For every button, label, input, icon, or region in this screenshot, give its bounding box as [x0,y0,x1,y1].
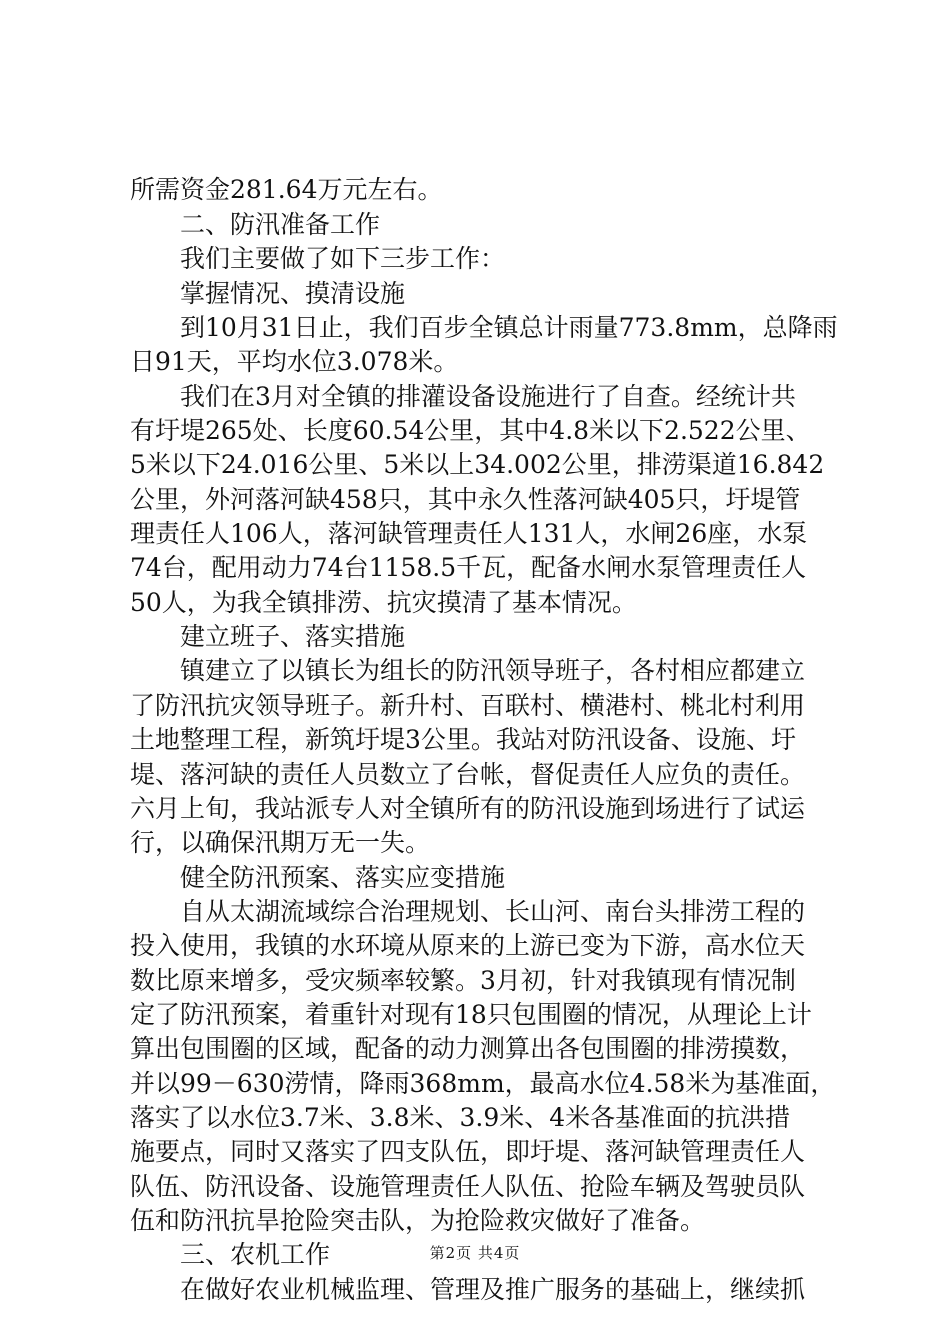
body-line: 我们在3月对全镇的排灌设备设施进行了自查。经统计共 [180,382,796,411]
body-line: 50人，为我全镇排涝、抗灾摸清了基本情况。 [130,588,637,617]
body-line: 理责任人106人，落河缺管理责任人131人，水闸26座，水泵 [130,519,808,548]
body-line: 并以99－630涝情，降雨368mm，最高水位4.58米为基准面， [130,1069,836,1098]
body-line: 堤、落河缺的责任人员数立了台帐，督促责任人应负的责任。 [130,760,806,789]
body-line: 土地整理工程，新筑圩堤3公里。我站对防汛设备、设施、圩 [130,725,796,754]
body-line: 公里，外河落河缺458只，其中永久性落河缺405只，圩堤管 [130,485,801,514]
body-line: 镇建立了以镇长为组长的防汛领导班子，各村相应都建立 [180,656,806,685]
subsection-heading: 掌握情况、摸清设施 [180,279,406,308]
body-line: 日91天，平均水位3.078米。 [130,347,459,376]
body-line: 在做好农业机械监理、管理及推广服务的基础上，继续抓 [180,1275,806,1304]
subsection-heading: 建立班子、落实措施 [180,622,406,651]
section-heading: 三、农机工作 [180,1240,331,1269]
body-line: 行，以确保汛期万无一失。 [130,828,431,857]
page-footer: 第2页 共4页 [429,1244,521,1262]
body-line: 所需资金281.64万元左右。 [130,175,443,204]
body-line: 施要点，同时又落实了四支队伍，即圩堤、落河缺管理责任人 [130,1137,806,1166]
body-line: 算出包围圈的区域，配备的动力测算出各包围圈的排涝摸数， [130,1034,806,1063]
body-line: 自从太湖流域综合治理规划、长山河、南台头排涝工程的 [180,897,806,926]
body-line: 伍和防汛抗旱抢险突击队，为抢险救灾做好了准备。 [130,1206,706,1235]
subsection-heading: 健全防汛预案、落实应变措施 [180,863,506,892]
body-line: 落实了以水位3.7米、3.8米、3.9米、4米各基准面的抗洪措 [130,1103,791,1132]
body-line: 投入使用，我镇的水环境从原来的上游已变为下游，高水位天 [130,931,806,960]
body-line: 有圩堤265处、长度60.54公里，其中4.8米以下2.522公里、 [130,416,811,445]
body-line: 队伍、防汛设备、设施管理责任人队伍、抢险车辆及驾驶员队 [130,1172,806,1201]
body-line: 定了防汛预案，着重针对现有18只包围圈的情况，从理论上计 [130,1000,812,1029]
body-line: 74台，配用动力74台1158.5千瓦，配备水闸水泵管理责任人 [130,553,807,582]
body-line: 六月上旬，我站派专人对全镇所有的防汛设施到场进行了试运 [130,794,806,823]
body-line: 了防汛抗灾领导班子。新升村、百联村、横港村、桃北村利用 [130,691,806,720]
body-line: 我们主要做了如下三步工作： [180,244,506,273]
section-heading: 二、防汛准备工作 [180,210,381,239]
body-line: 5米以下24.016公里、5米以上34.002公里，排涝渠道16.842 [130,450,825,479]
body-line: 到10月31日止，我们百步全镇总计雨量773.8mm，总降雨 [180,313,838,342]
body-line: 数比原来增多，受灾频率较繁。3月初，针对我镇现有情况制 [130,966,796,995]
